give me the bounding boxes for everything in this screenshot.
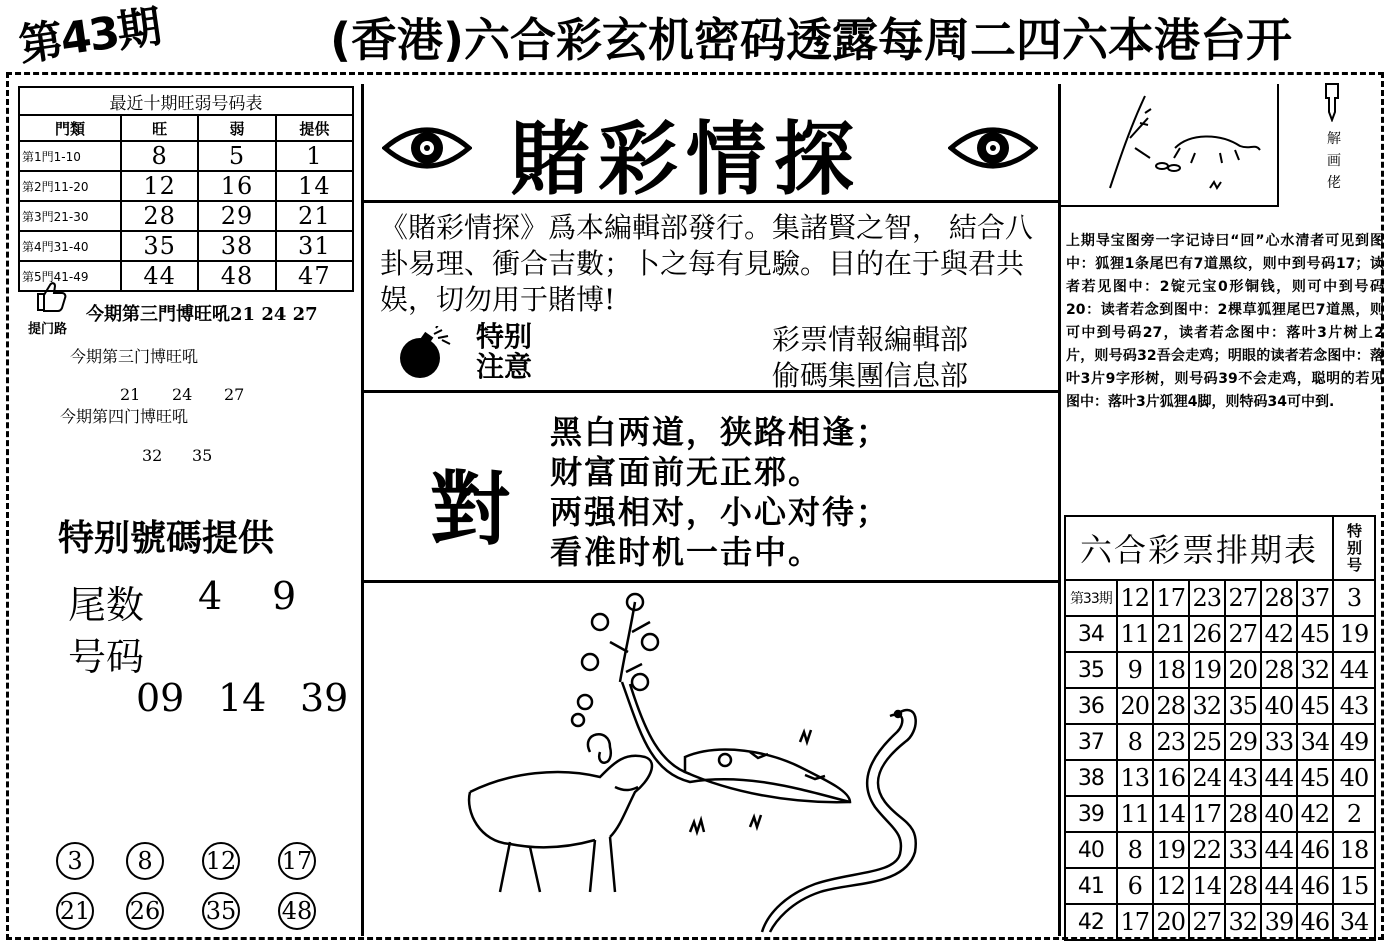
eye-icon	[382, 120, 472, 176]
hint-label: 提门路	[28, 322, 68, 337]
table-row: 第3門21-30 28 29 21	[19, 201, 353, 231]
table-caption: 最近十期旺弱号码表	[19, 87, 353, 115]
hint-title: 今期第三門博旺吼21 24 27	[86, 304, 318, 325]
code-num: 14	[218, 676, 267, 720]
hot-cold-table	[18, 86, 354, 292]
eye-icon	[948, 120, 1038, 176]
thumbs-up-icon	[32, 278, 68, 314]
goat-snake-illustration	[450, 592, 950, 934]
table-row: 第4門31-40 35 38 31	[19, 231, 353, 261]
divider-image-side	[1277, 84, 1279, 206]
tail-label: 尾数	[68, 583, 145, 627]
intro-text: 《賭彩情探》爲本編輯部發行。集諸賢之智， 結合八卦易理、衝合吉數；卜之每有見驗。目的在于與君共娱，切勿用于賭博!	[380, 211, 1033, 316]
number-circle: 26	[126, 892, 164, 930]
dept-2: 偷碼集團信息部	[772, 359, 969, 392]
code-num: 39	[300, 676, 349, 720]
poem-line: 两强相对，小心对待；	[550, 493, 891, 531]
main-title: 賭彩情探	[510, 112, 862, 206]
table-row: 37 8 23 25 29 33 34 49	[1065, 724, 1375, 760]
table-row: 38 13 16 24 43 44 45 40	[1065, 760, 1375, 796]
hint-line-1: 今期第三门博旺吼	[70, 347, 199, 366]
number-circle: 8	[126, 842, 164, 880]
table-row: 39 11 14 17 28 40 42 2	[1065, 796, 1375, 832]
tail-num: 4	[198, 574, 223, 618]
col-header: 旺	[121, 115, 198, 141]
headline: (香港)六合彩玄机密码透露每周二四六本港台开	[330, 13, 1293, 67]
bomb-icon	[398, 326, 470, 380]
puzzle-picture	[1090, 88, 1270, 198]
number-circle: 48	[278, 892, 316, 930]
code-num: 09	[136, 676, 185, 720]
special-col-header: 特 别 号	[1333, 516, 1375, 580]
number-circle: 3	[56, 842, 94, 880]
issue-number: 第43期	[15, 1, 163, 72]
table-row: 第2門11-20 12 16 14	[19, 171, 353, 201]
table-row: 第33期 12 17 23 27 28 37 3	[1065, 580, 1375, 616]
hint-line-2: 今期第四门博旺吼	[60, 407, 189, 426]
table-row: 40 8 19 22 33 44 46 18	[1065, 832, 1375, 868]
notice-line-1: 特别	[476, 320, 533, 353]
hint-num: 24	[172, 385, 193, 404]
col-header: 弱	[198, 115, 275, 141]
dept-1: 彩票情報編輯部	[772, 323, 969, 356]
table-row: 36 20 28 32 35 40 45 43	[1065, 688, 1375, 724]
number-circle: 17	[278, 842, 316, 880]
divider-left	[361, 84, 364, 936]
big-character: 對	[430, 463, 510, 556]
jiemian-label: 解 画 佬	[1327, 131, 1341, 191]
schedule-title: 六合彩票排期表	[1065, 516, 1333, 580]
divider-image	[1061, 205, 1279, 207]
table-row: 34 11 21 26 27 42 45 19	[1065, 616, 1375, 652]
table-row: 35 9 18 19 20 28 32 44	[1065, 652, 1375, 688]
table-row: 第5門41-49 44 48 47	[19, 261, 353, 291]
divider-right	[1058, 84, 1061, 936]
poem-line: 财富面前无正邪。	[550, 453, 823, 491]
table-row: 42 17 20 27 32 39 46 34	[1065, 904, 1375, 940]
poem-line: 看准时机一击中。	[550, 533, 823, 571]
number-circle: 21	[56, 892, 94, 930]
table-row: 第1門1-10 8 5 1	[19, 141, 353, 171]
hint-num: 35	[192, 446, 213, 465]
puzzle-text: 上期导宝图旁一字记诗曰“回”心水清者可见到图中：狐狸1条尾巴有7道黑纹，则中到号码17；读者若见图中：2锭元宝0形铜钱，则可中到号码20：读者若念到图中：2棵草狐狸尾巴7道黑，则可中到号码27，读者若念图中：落叶3片树上2片，则号码32吾会走鸡；明眼的读者若念图中：落叶3片9字形树，则号码39不会走鸡，聪明的若见图中：落叶3片狐狸4脚，则特码34可中到.	[1066, 233, 1384, 410]
tail-num: 9	[272, 574, 297, 618]
hint-num: 21	[120, 385, 141, 404]
divider-poem	[364, 580, 1058, 583]
poem-line: 黑白两道，狭路相逢；	[550, 413, 891, 451]
code-label: 号码	[68, 635, 145, 679]
notice-line-2: 注意	[476, 350, 533, 383]
col-header: 門類	[19, 115, 121, 141]
hint-num: 27	[224, 385, 245, 404]
schedule-table	[1064, 515, 1376, 941]
special-title: 特别號碼提供	[58, 518, 275, 559]
poem	[550, 412, 890, 572]
table-row: 41 6 12 14 28 44 46 15	[1065, 868, 1375, 904]
pointing-hand-icon	[1322, 82, 1344, 122]
number-circle: 35	[202, 892, 240, 930]
number-circle: 12	[202, 842, 240, 880]
col-header: 提供	[276, 115, 353, 141]
hint-num: 32	[142, 446, 163, 465]
